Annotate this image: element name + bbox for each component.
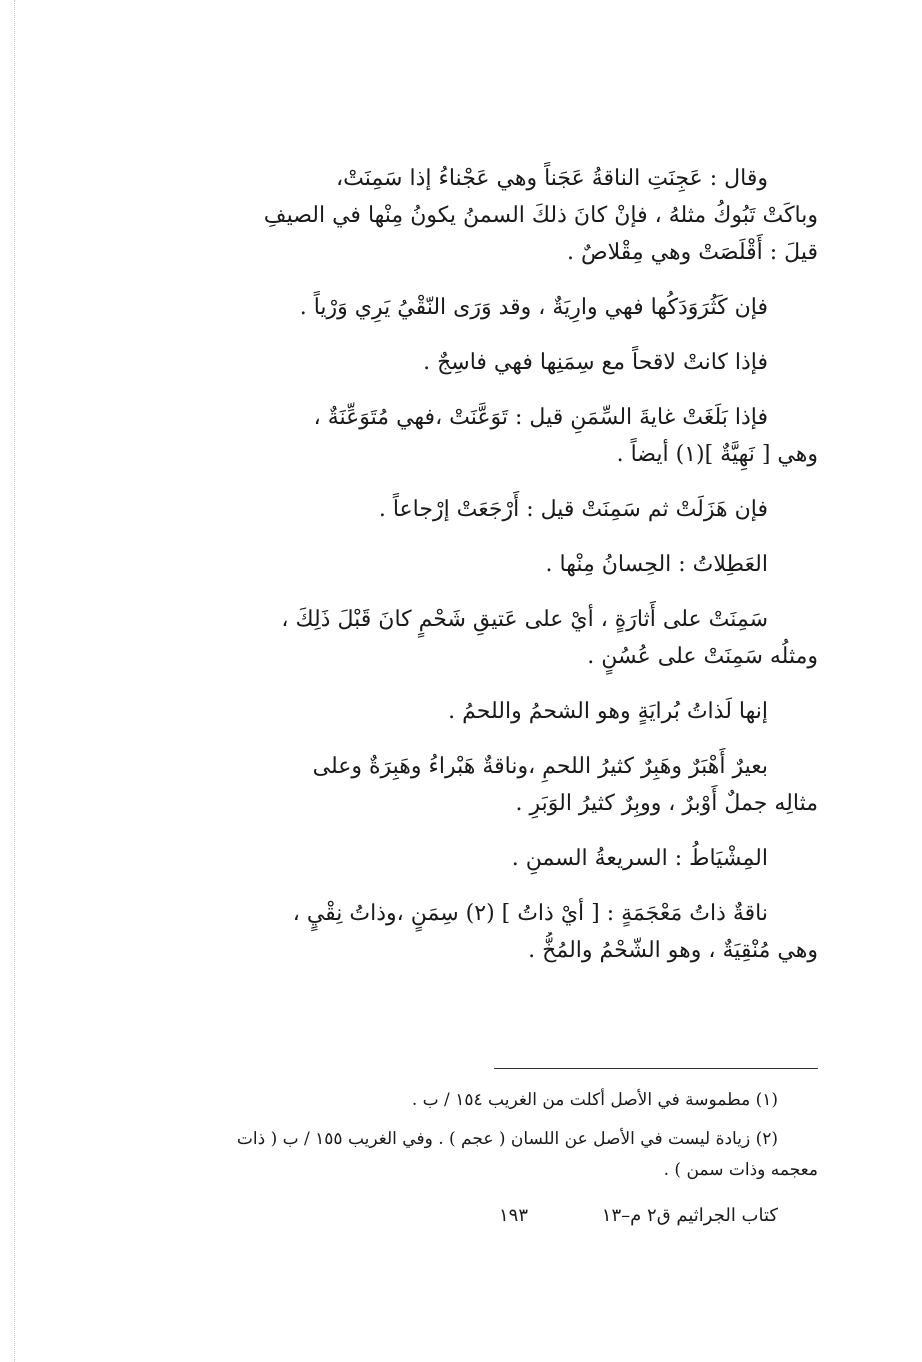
text-line: فإذا بَلَغَتْ غايةَ السِّمَنِ قيل : تَوَعَّنَتْ ،فهي مُتَوَعِّنَةٌ ، xyxy=(313,405,768,430)
text-line: مثالِه جملٌ أَوْبرٌ ، ووبِرٌ كثيرُ الوَبَرِ . xyxy=(515,791,818,816)
paragraph xyxy=(190,289,818,326)
paragraph xyxy=(190,491,818,528)
main-text xyxy=(190,160,818,969)
paragraph xyxy=(190,840,818,877)
paragraph xyxy=(190,748,818,822)
text-line: قيلَ : أَقْلَصَتْ وهي مِقْلاصٌ . xyxy=(567,240,818,265)
footnote-line: (٢) زيادة ليست في الأصل عن اللسان ( عجم ) . وفي الغريب ١٥٥ / ب ( ذات xyxy=(236,1129,778,1149)
text-line: العَطِلاتُ : الحِسانُ مِنْها . xyxy=(545,552,768,577)
paragraph xyxy=(190,399,818,473)
page-number: ١٩٣ xyxy=(498,1205,528,1226)
paragraph xyxy=(190,344,818,381)
paragraph xyxy=(190,546,818,583)
page-footer xyxy=(190,1205,818,1239)
text-line: ومثلُه سَمِنَتْ على عُسُنٍ . xyxy=(587,644,818,669)
book-signature: كتاب الجراثيم ق٢ م–١٣ xyxy=(601,1205,778,1226)
footnote-line: معجمه وذات سمن ) . xyxy=(663,1160,818,1180)
text-line: وقال : عَجِنَتِ الناقةُ عَجَناً وهي عَجْناءُ إذا سَمِنَتْ، xyxy=(336,166,768,191)
text-line: بعيرٌ أَهْبَرٌ وهَبِرٌ كثيرُ اللحمِ ،وناقةٌ هَبْراءُ وهَبِرَةٌ وعلى xyxy=(312,754,768,779)
text-line: فإن هَزَلَتْ ثم سَمِنَتْ قيل : أَرْجَعَتْ إرْجاعاً . xyxy=(378,497,768,522)
paragraph xyxy=(190,160,818,271)
paragraph xyxy=(190,601,818,675)
footnotes xyxy=(190,1085,818,1186)
text-line: إنها لَذاتُ بُرايَةٍ وهو الشحمُ واللحمُ . xyxy=(448,699,768,724)
footnote-separator xyxy=(494,1068,818,1069)
footnote xyxy=(190,1085,818,1116)
text-line: المِشْيَاطُ : السريعةُ السمنِ . xyxy=(511,846,768,871)
text-line: فإن كَثُرَوَدَكُها فهي وارِيَةٌ ، وقد وَرَى النّقْيُ يَرِي وَرْياً . xyxy=(299,295,768,320)
text-line: ناقةٌ ذاتُ مَعْجَمَةٍ : [ أيْ ذاتُ ] (٢) سِمَنٍ ،وذاتُ نِقْيٍ ، xyxy=(292,901,768,926)
paragraph xyxy=(190,693,818,730)
binding-edge xyxy=(0,0,15,1362)
paragraph xyxy=(190,895,818,969)
text-line: وباكَتْ تَبُوكُ مثلهُ ، فإنْ كانَ ذلكَ السمنُ يكونُ مِنْها في الصيفِ xyxy=(263,203,818,228)
text-line: سَمِنَتْ على أَثارَةٍ ، أيْ على عَتيقِ شَحْمٍ كانَ قَبْلَ ذَلِكَ ، xyxy=(281,607,768,632)
footnote xyxy=(190,1124,818,1186)
text-line: وهي مُنْقِيَةٌ ، وهو الشّحْمُ والمُخُّ . xyxy=(528,938,818,963)
text-line: فإذا كانتْ لاقحاً مع سِمَنِها فهي فاسِجٌ . xyxy=(423,350,768,375)
text-line: وهي [ نَهِيَّةٌ ](١) أيضاً . xyxy=(616,442,818,467)
footnote-line: (١) مطموسة في الأصل أكلت من الغريب ١٥٤ / ب . xyxy=(411,1090,778,1110)
